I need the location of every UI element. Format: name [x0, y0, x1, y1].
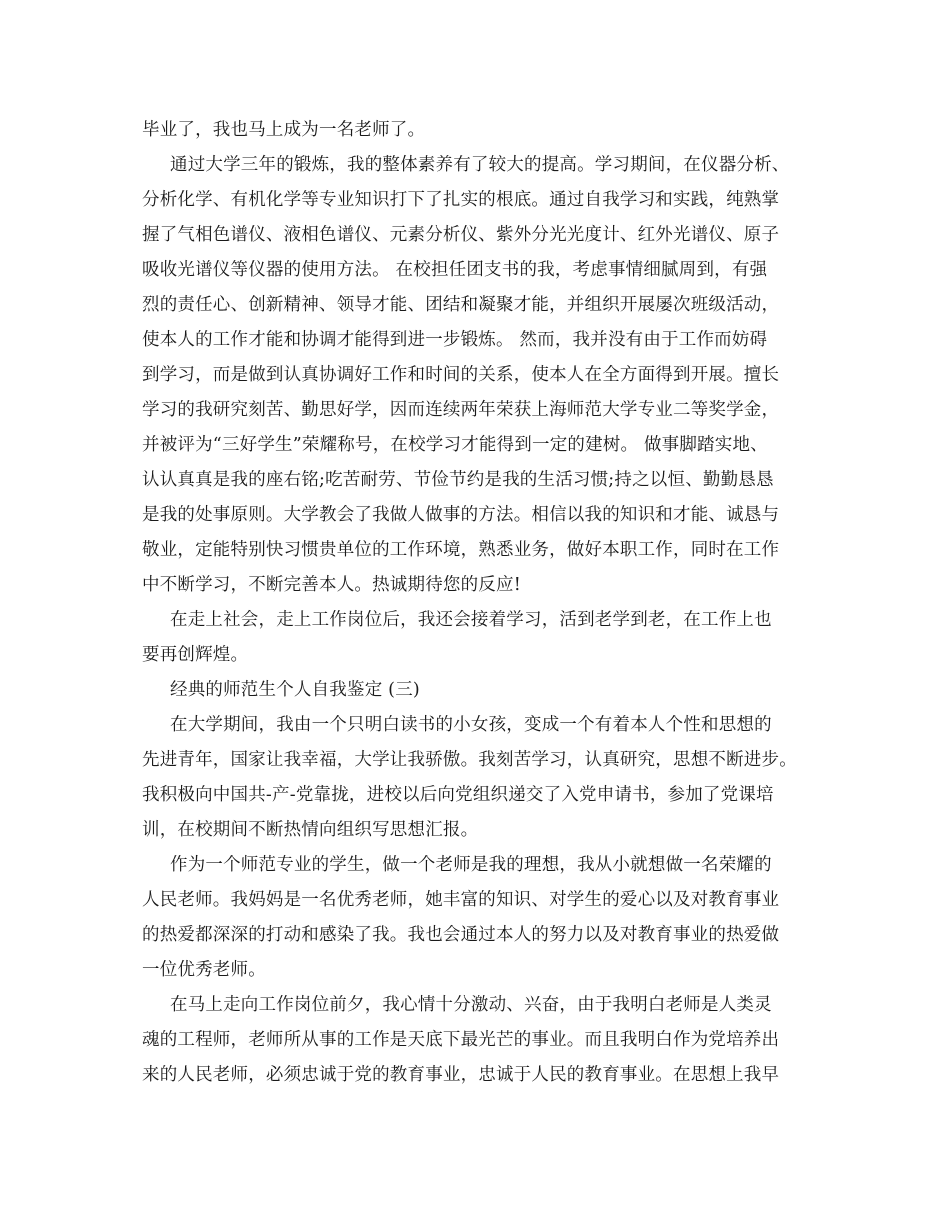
text-line: 学习的我研究刻苦、勤思好学，因而连续两年荣获上海师范大学专业二等奖学金，	[142, 400, 780, 420]
text-line: 使本人的工作才能和协调才能得到进一步锻炼。 然而，我并没有由于工作而妨碍	[142, 330, 768, 350]
text-line: 毕业了，我也马上成为一名老师了。	[142, 120, 426, 140]
text-line: 中不断学习，不断完善本人。热诚期待您的反应!	[142, 575, 521, 595]
text-line: 在大学期间，我由一个只明白读书的小女孩，变成一个有着本人个性和思想的	[170, 715, 772, 735]
text-line: 一位优秀老师。	[142, 960, 266, 980]
text-line: 魂的工程师，老师所从事的工作是天底下最光芒的事业。而且我明白作为党培养出	[142, 1030, 780, 1050]
text-line: 到学习，而是做到认真协调好工作和时间的关系，使本人在全方面得到开展。擅长	[142, 365, 780, 385]
text-line: 分析化学、有机化学等专业知识打下了扎实的根底。通过自我学习和实践，纯熟掌	[142, 190, 780, 210]
text-line: 人民老师。我妈妈是一名优秀老师，她丰富的知识、对学生的爱心以及对教育事业	[142, 890, 780, 910]
text-line: 我积极向中国共-产-党靠拢，进校以后向党组织递交了入党申请书，参加了党课培	[142, 785, 774, 805]
text-line: 是我的处事原则。大学教会了我做人做事的方法。相信以我的知识和才能、诚恳与	[142, 505, 780, 525]
text-line: 在马上走向工作岗位前夕，我心情十分激动、兴奋，由于我明白老师是人类灵	[170, 995, 772, 1015]
text-line: 握了气相色谱仪、液相色谱仪、元素分析仪、紫外分光光度计、红外光谱仪、原子	[142, 225, 780, 245]
text-line: 敬业，定能特别快习惯贵单位的工作环境，熟悉业务，做好本职工作，同时在工作	[142, 540, 780, 560]
text-line: 的热爱都深深的打动和感染了我。我也会通过本人的努力以及对教育事业的热爱做	[142, 925, 780, 945]
text-line: 并被评为“三好学生”荣耀称号，在校学习才能得到一定的建树。 做事脚踏实地、	[142, 435, 768, 455]
text-line: 认认真真是我的座右铭;吃苦耐劳、节俭节约是我的生活习惯;持之以恒、勤勤恳恳	[142, 470, 774, 490]
text-line: 来的人民老师，必须忠诚于党的教育事业，忠诚于人民的教育事业。在思想上我早	[142, 1065, 780, 1085]
text-line: 先进青年，国家让我幸福，大学让我骄傲。我刻苦学习，认真研究，思想不断进步。	[142, 750, 797, 770]
text-line: 通过大学三年的锻炼，我的整体素养有了较大的提高。学习期间，在仪器分析、	[170, 155, 790, 175]
text-line: 在走上社会，走上工作岗位后，我还会接着学习，活到老学到老，在工作上也	[170, 610, 772, 630]
text-line: 作为一个师范专业的学生，做一个老师是我的理想，我从小就想做一名荣耀的	[170, 855, 772, 875]
text-line: 训，在校期间不断热情向组织写思想汇报。	[142, 820, 479, 840]
text-line: 吸收光谱仪等仪器的使用方法。 在校担任团支书的我，考虑事情细腻周到，有强	[142, 260, 768, 280]
text-line: 要再创辉煌。	[142, 645, 249, 665]
text-line: 烈的责任心、创新精神、领导才能、团结和凝聚才能，并组织开展屡次班级活动，	[142, 295, 780, 315]
section-heading: 经典的师范生个人自我鉴定 (三)	[170, 680, 420, 700]
